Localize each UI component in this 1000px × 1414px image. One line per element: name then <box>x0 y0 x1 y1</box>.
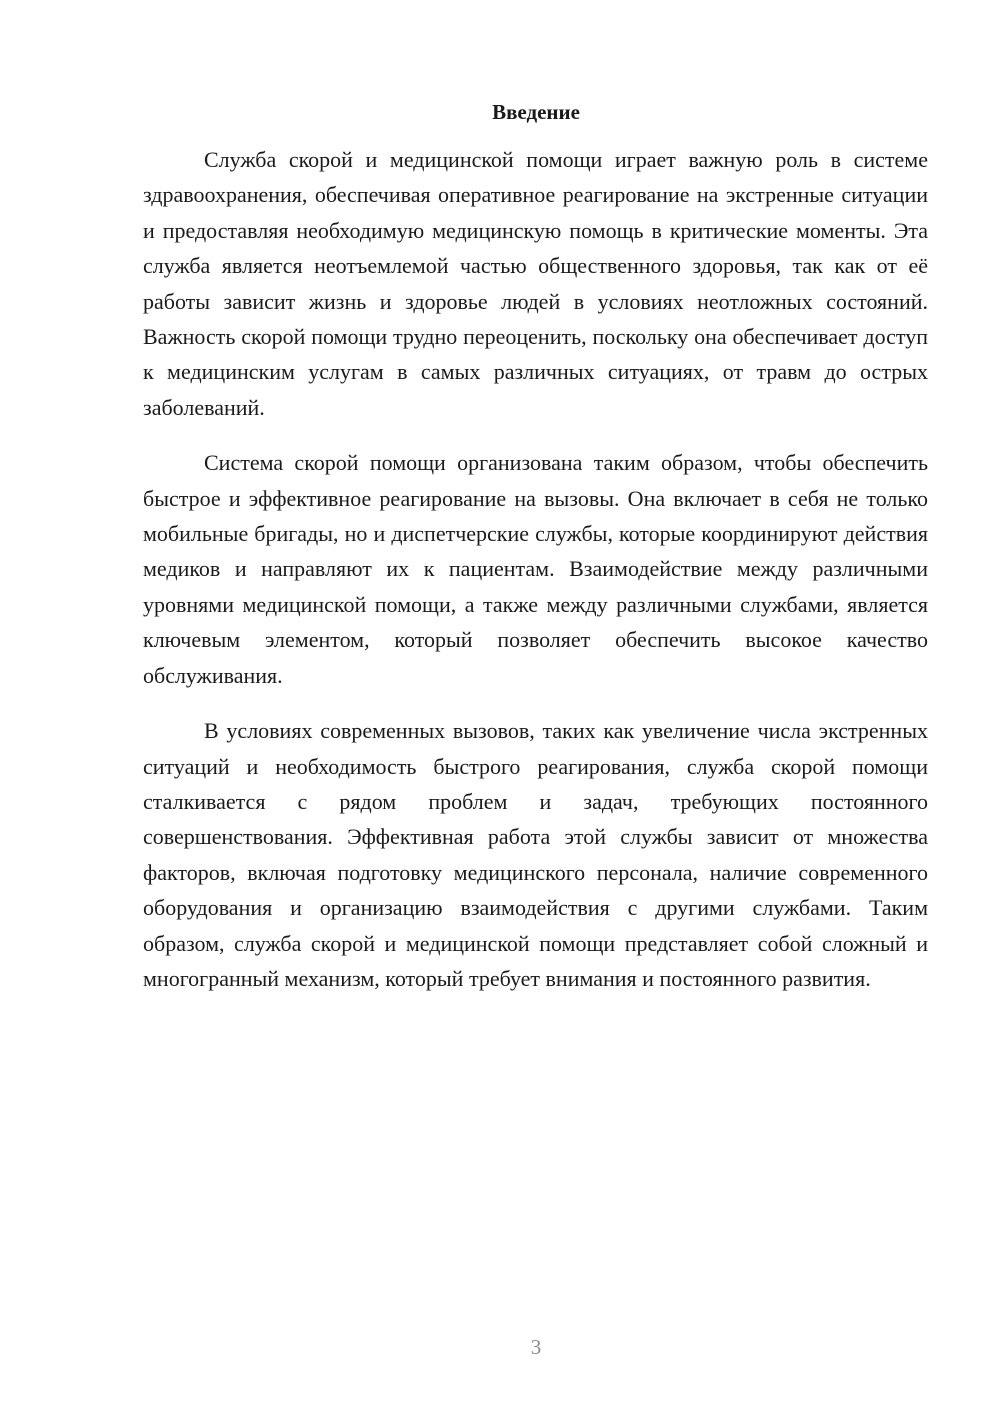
body-text <box>143 142 928 996</box>
page-number: 3 <box>530 1335 542 1359</box>
paragraph-3: В условиях современных вызовов, таких как увеличение числа экстренных ситуаций и необходимость быстрого реагирования, служба скорой помощи сталкивается с рядом проблем и задач, требующих постоянного совершенствования. Эффективная работа этой службы зависит от множества факторов, включая подготовку медицинского персонала, наличие современного оборудования и организацию взаимодействия с другими службами. Таким образом, служба скорой и медицинской помощи представляет собой сложный и многогранный механизм, который требует внимания и постоянного развития. <box>143 718 928 991</box>
paragraph-2: Система скорой помощи организована таким образом, чтобы обеспечить быстрое и эффективное реагирование на вызовы. Она включает в себя не только мобильные бригады, но и диспетчерские службы, которые координируют действия медиков и направляют их к пациентам. Взаимодействие между различными уровнями медицинской помощи, а также между различными службами, является ключевым элементом, который позволяет обеспечить высокое качество обслуживания. <box>143 450 928 688</box>
paragraph-1: Служба скорой и медицинской помощи играет важную роль в системе здравоохранения, обеспечивая оперативное реагирование на экстренные ситуации и предоставляя необходимую медицинскую помощь в критические моменты. Эта служба является неотъемлемой частью общественного здоровья, так как от её работы зависит жизнь и здоровье людей в условиях неотложных состояний. Важность скорой помощи трудно переоценить, поскольку она обеспечивает доступ к медицинским услугам в самых различных ситуациях, от травм до острых заболеваний. <box>143 147 928 420</box>
page-title: Введение <box>492 100 580 124</box>
